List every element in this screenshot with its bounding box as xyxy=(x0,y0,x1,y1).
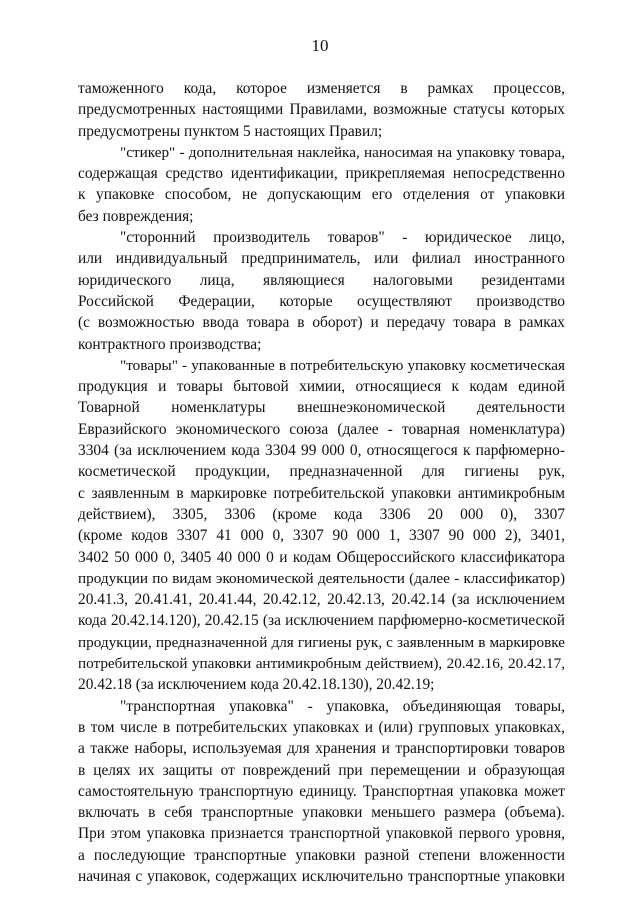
text-line: включать в себя транспортные упаковки меньшего размера (объема). xyxy=(78,804,565,822)
text-line: продукции по видам экономической деятельности (далее - классификатор) xyxy=(78,569,565,587)
text-line: (с возможностью ввода товара в оборот) и передачу товара в рамках xyxy=(78,314,565,332)
text-line: (кроме кодов 3307 41 000 0, 3307 90 000 1, 3307 90 000 2), 3401, xyxy=(78,527,565,545)
text-line: самостоятельную транспортную единицу. Транспортная упаковка может xyxy=(78,782,565,800)
text-line: содержащая средство идентификации, прикрепляемая непосредственно xyxy=(78,165,565,183)
text-line: к упаковке способом, не допускающим его отделения от упаковки xyxy=(78,186,565,204)
text-line: Товарной номенклатуры внешнеэкономической деятельности xyxy=(78,399,565,417)
text-line: 3304 (за исключением кода 3304 99 000 0, относящегося к парфюмерно- xyxy=(78,442,565,460)
text-line: 20.41.3, 20.41.41, 20.41.44, 20.42.12, 20.42.13, 20.42.14 (за исключением xyxy=(78,591,565,609)
text-line: а также наборы, используемая для хранения и транспортировки товаров xyxy=(78,740,565,758)
text-line: юридического лица, являющиеся налоговыми резидентами xyxy=(78,271,565,289)
text-line: или индивидуальный предприниматель, или филиал иностранного xyxy=(78,250,565,268)
text-line: косметической продукции, предназначенной для гигиены рук, xyxy=(78,463,565,481)
text-line: в целях их защиты от повреждений при перемещении и образующая xyxy=(78,761,565,779)
text-line: начиная с упаковок, содержащих исключительно транспортные упаковки xyxy=(78,867,565,885)
text-line: кода 20.42.14.120), 20.42.15 (за исключением парфюмерно-косметической xyxy=(78,612,565,630)
text-line: предусмотренных настоящими Правилами, возможные статусы которых xyxy=(78,101,565,119)
text-line: Евразийского экономического союза (далее - товарная номенклатура) xyxy=(78,420,565,438)
text-line: 3402 50 000 0, 3405 40 000 0 и кодам Общероссийского классификатора xyxy=(78,548,565,566)
text-line: а последующие транспортные упаковки разной степени вложенности xyxy=(78,846,565,864)
text-line: "стикер" - дополнительная наклейка, наносимая на упаковку товара, xyxy=(120,143,565,161)
document-body xyxy=(78,78,565,887)
page-number: 10 xyxy=(311,36,329,55)
text-line: Российской Федерации, которые осуществляют производство xyxy=(78,292,565,310)
text-line: "транспортная упаковка" - упаковка, объединяющая товары, xyxy=(120,697,565,715)
text-line: таможенного кода, которое изменяется в рамках процессов, xyxy=(78,80,565,97)
text-line: в том числе в потребительских упаковках и (или) групповых упаковках, xyxy=(78,718,565,736)
text-line: контрактного производства; xyxy=(78,335,262,353)
text-line: При этом упаковка признается транспортной упаковкой первого уровня, xyxy=(78,825,565,843)
text-line: с заявленным в маркировке потребительской упаковки антимикробным xyxy=(78,484,565,502)
text-line: предусмотрены пунктом 5 настоящих Правил; xyxy=(78,122,383,140)
text-line: действием), 3305, 3306 (кроме кода 3306 20 000 0), 3307 xyxy=(78,505,565,523)
text-line: 20.42.18 (за исключением кода 20.42.18.130), 20.42.19; xyxy=(78,676,435,694)
text-line: продукции, предназначенной для гигиены рук, с заявленным в маркировке xyxy=(78,633,565,651)
text-line: потребительской упаковки антимикробным действием), 20.42.16, 20.42.17, xyxy=(78,655,565,673)
text-line: без повреждения; xyxy=(78,207,194,225)
text-line: продукция и товары бытовой химии, относящиеся к кодам единой xyxy=(78,378,565,396)
text-line: "сторонний производитель товаров" - юридическое лицо, xyxy=(120,229,565,247)
text-line: "товары" - упакованные в потребительскую упаковку косметическая xyxy=(120,356,565,374)
